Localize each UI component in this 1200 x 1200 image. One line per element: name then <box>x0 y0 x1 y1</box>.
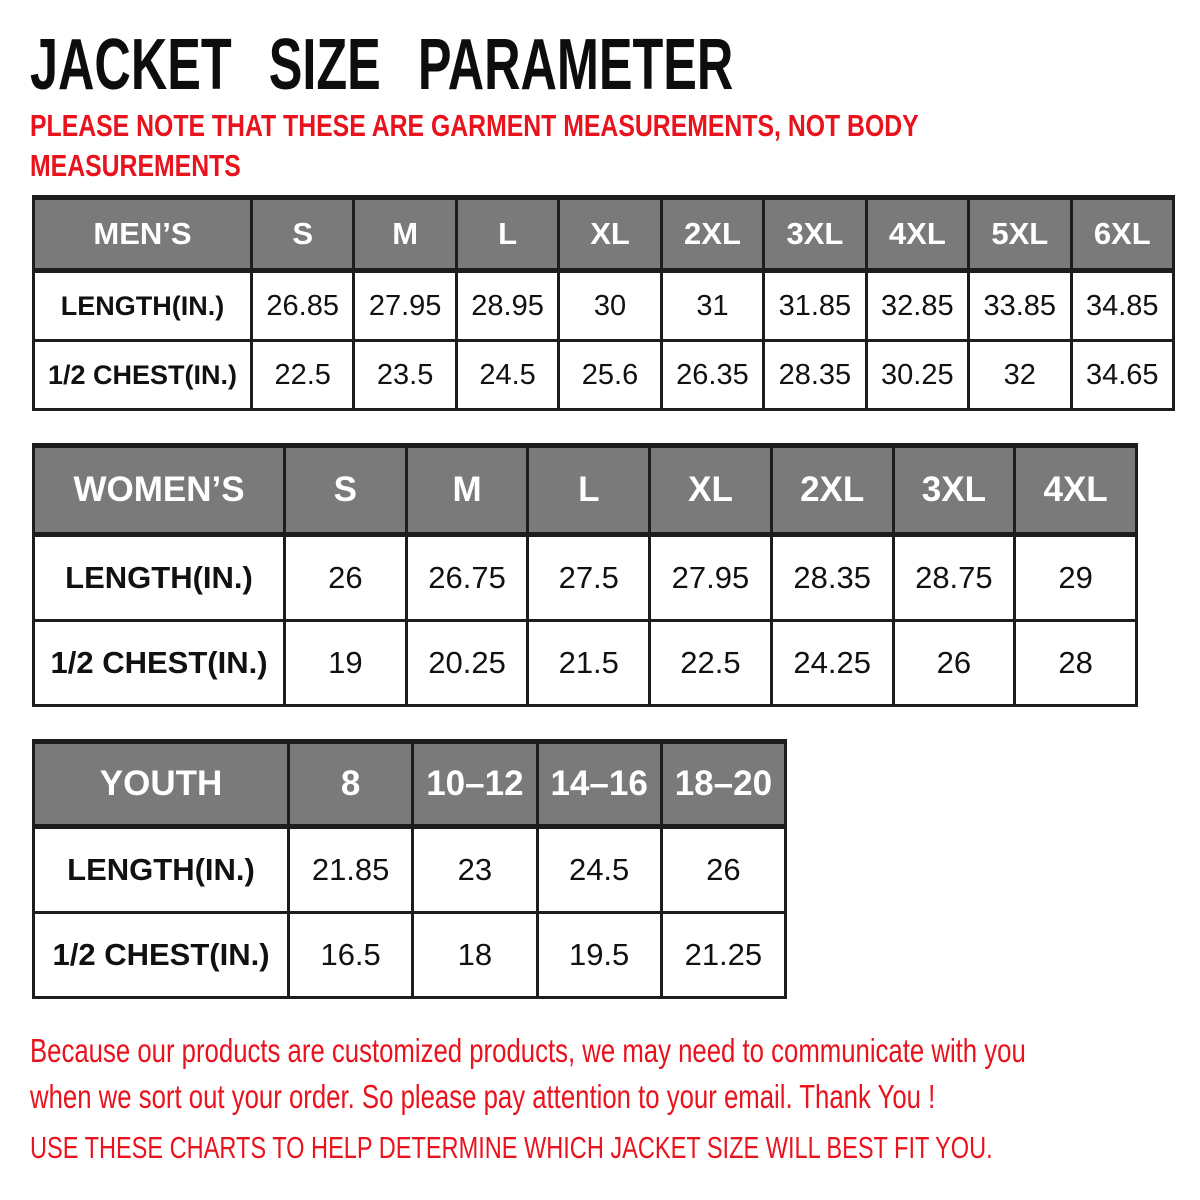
size-value-cell: 34.65 <box>1071 341 1174 410</box>
size-value-cell: 27.95 <box>354 271 456 341</box>
row-label: LENGTH(IN.) <box>34 271 252 341</box>
womens-table-title-cell: WOMEN’S <box>34 446 285 535</box>
size-value-cell: 22.5 <box>650 621 772 706</box>
size-value-cell: 28 <box>1015 621 1137 706</box>
youth-table-title-cell: YOUTH <box>34 742 289 827</box>
size-value-cell: 32 <box>969 341 1071 410</box>
size-value-cell: 26 <box>661 827 785 913</box>
womens-size-table <box>32 443 1138 707</box>
table-row <box>34 341 1174 410</box>
row-label: 1/2 CHEST(IN.) <box>34 341 252 410</box>
size-value-cell: 28.35 <box>771 535 893 621</box>
size-value-cell: 24.25 <box>771 621 893 706</box>
size-column-header: L <box>456 198 558 271</box>
size-value-cell: 24.5 <box>456 341 558 410</box>
size-value-cell: 26.35 <box>661 341 763 410</box>
size-column-header: 3XL <box>764 198 866 271</box>
size-value-cell: 23.5 <box>354 341 456 410</box>
size-value-cell: 31.85 <box>764 271 866 341</box>
size-column-header: S <box>285 446 407 535</box>
size-column-header: 5XL <box>969 198 1071 271</box>
size-value-cell: 21.25 <box>661 913 785 998</box>
size-value-cell: 22.5 <box>252 341 354 410</box>
page-title: JACKET SIZE PARAMETER <box>30 25 734 105</box>
size-column-header: 10–12 <box>413 742 537 827</box>
size-column-header: 4XL <box>866 198 968 271</box>
size-value-cell: 20.25 <box>406 621 528 706</box>
table-row <box>34 621 1137 706</box>
size-column-header: XL <box>559 198 661 271</box>
customization-notice <box>30 1028 1200 1120</box>
size-value-cell: 27.5 <box>528 535 650 621</box>
notice-line-2: when we sort out your order. So please pay attention to your email. Thank You ! <box>30 1078 936 1115</box>
size-value-cell: 26.75 <box>406 535 528 621</box>
size-column-header: 6XL <box>1071 198 1174 271</box>
mens-table-title-cell: MEN’S <box>34 198 252 271</box>
note-line-2: MEASUREMENTS <box>30 148 241 183</box>
size-value-cell: 30 <box>559 271 661 341</box>
size-value-cell: 18 <box>413 913 537 998</box>
size-value-cell: 26 <box>893 621 1015 706</box>
size-column-header: 8 <box>289 742 413 827</box>
garment-measurement-note <box>30 106 1141 186</box>
size-value-cell: 28.75 <box>893 535 1015 621</box>
size-value-cell: 29 <box>1015 535 1137 621</box>
size-column-header: S <box>252 198 354 271</box>
size-value-cell: 33.85 <box>969 271 1071 341</box>
row-label: LENGTH(IN.) <box>34 827 289 913</box>
chart-usage-hint: USE THESE CHARTS TO HELP DETERMINE WHICH JACKET SIZE WILL BEST FIT YOU. <box>30 1130 993 1165</box>
mens-size-table <box>32 195 1175 411</box>
row-label: 1/2 CHEST(IN.) <box>34 913 289 998</box>
size-column-header: 18–20 <box>661 742 785 827</box>
size-value-cell: 26.85 <box>252 271 354 341</box>
size-value-cell: 19 <box>285 621 407 706</box>
size-value-cell: 19.5 <box>537 913 661 998</box>
size-column-header: XL <box>650 446 772 535</box>
size-column-header: 14–16 <box>537 742 661 827</box>
size-column-header: 3XL <box>893 446 1015 535</box>
size-value-cell: 27.95 <box>650 535 772 621</box>
size-column-header: 2XL <box>661 198 763 271</box>
size-value-cell: 28.95 <box>456 271 558 341</box>
size-value-cell: 25.6 <box>559 341 661 410</box>
size-column-header: 2XL <box>771 446 893 535</box>
size-value-cell: 16.5 <box>289 913 413 998</box>
size-value-cell: 30.25 <box>866 341 968 410</box>
size-column-header: L <box>528 446 650 535</box>
size-value-cell: 23 <box>413 827 537 913</box>
table-row <box>34 535 1137 621</box>
table-row <box>34 827 786 913</box>
size-value-cell: 28.35 <box>764 341 866 410</box>
row-label: 1/2 CHEST(IN.) <box>34 621 285 706</box>
note-line-1: PLEASE NOTE THAT THESE ARE GARMENT MEASUREMENTS, NOT BODY <box>30 108 919 143</box>
youth-size-table <box>32 739 787 999</box>
size-value-cell: 21.85 <box>289 827 413 913</box>
size-column-header: M <box>406 446 528 535</box>
size-column-header: M <box>354 198 456 271</box>
size-value-cell: 24.5 <box>537 827 661 913</box>
size-value-cell: 21.5 <box>528 621 650 706</box>
size-column-header: 4XL <box>1015 446 1137 535</box>
youth-header-row <box>34 742 786 827</box>
row-label: LENGTH(IN.) <box>34 535 285 621</box>
size-value-cell: 32.85 <box>866 271 968 341</box>
size-value-cell: 31 <box>661 271 763 341</box>
table-row <box>34 271 1174 341</box>
size-value-cell: 34.85 <box>1071 271 1174 341</box>
size-value-cell: 26 <box>285 535 407 621</box>
womens-header-row <box>34 446 1137 535</box>
table-row <box>34 913 786 998</box>
mens-header-row <box>34 198 1174 271</box>
notice-line-1: Because our products are customized products, we may need to communicate with you <box>30 1032 1026 1069</box>
